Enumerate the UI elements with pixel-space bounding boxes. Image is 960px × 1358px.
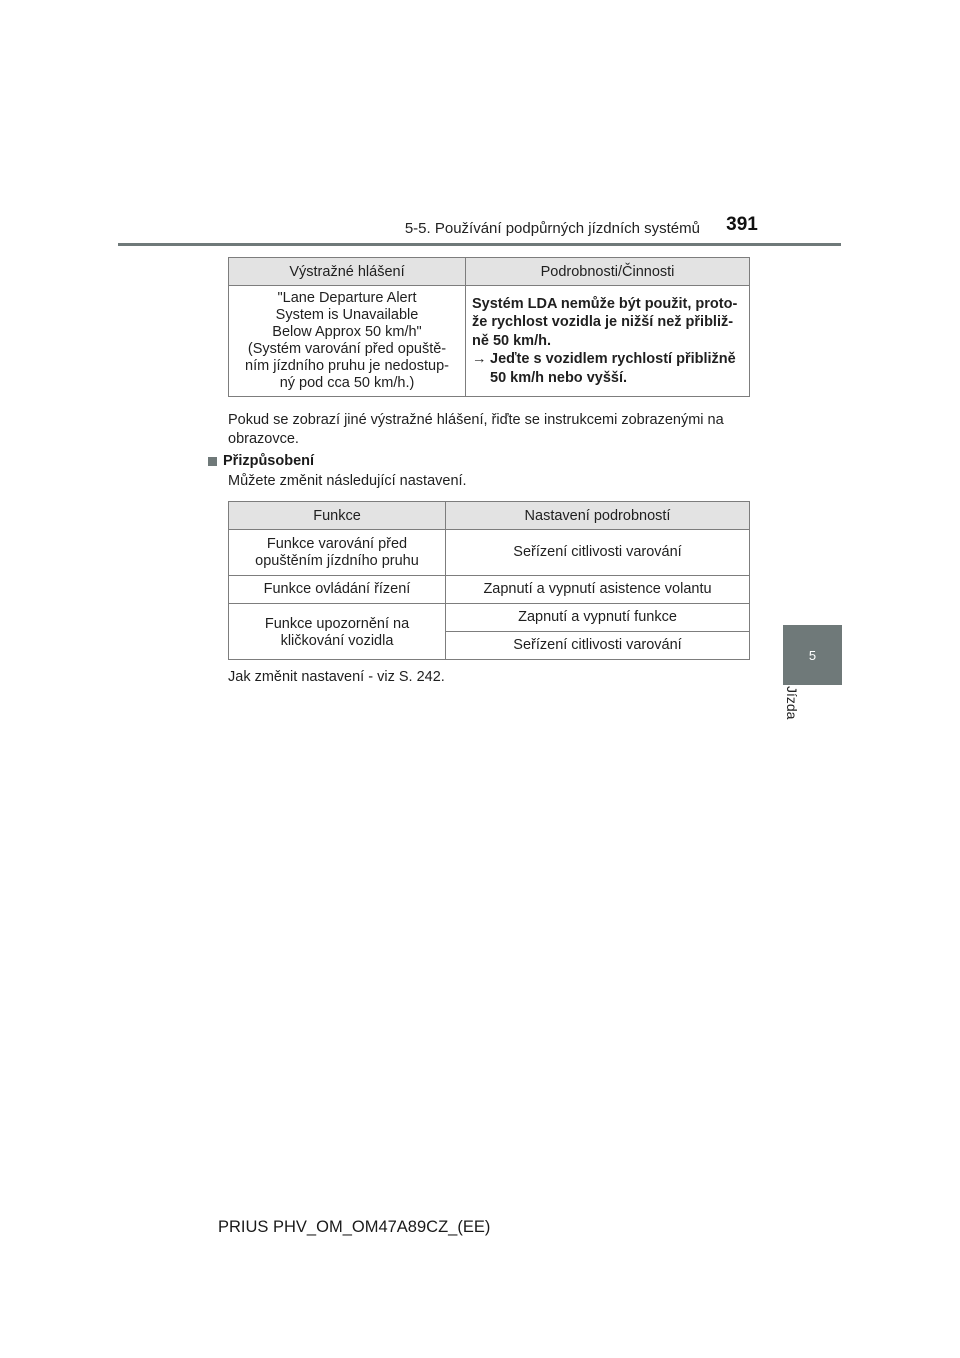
table-row [229, 530, 750, 576]
detail-line: ně 50 km/h. [472, 332, 551, 349]
setting-cell: Zapnutí a vypnutí funkce [446, 604, 750, 632]
warning-message-table [228, 257, 750, 397]
function-cell [229, 530, 446, 576]
table-row [229, 286, 750, 397]
header-warning-message: Výstražné hlášení [229, 258, 466, 286]
document-code: PRIUS PHV_OM_OM47A89CZ_(EE) [218, 1218, 491, 1236]
settings-table [228, 501, 750, 660]
square-bullet-icon [208, 457, 217, 466]
function-line: kličkování vozidla [280, 633, 394, 649]
setting-cell: Seřízení citlivosti varování [446, 530, 750, 576]
chapter-tab [783, 625, 842, 685]
setting-cell: Seřízení citlivosti varování [446, 632, 750, 660]
message-line: ním jízdního pruhu je nedostup- [245, 358, 449, 374]
section-heading-text: Přizpůsobení [223, 453, 315, 469]
function-cell: Funkce ovládání řízení [229, 576, 446, 604]
warning-message-cell [229, 286, 466, 397]
customization-intro: Můžete změnit následující nastavení. [228, 473, 467, 489]
message-line: "Lane Departure Alert [277, 290, 417, 306]
action-line: Jeďte s vozidlem rychlostí přibližně [490, 351, 736, 368]
section-heading [208, 453, 314, 469]
setting-cell: Zapnutí a vypnutí asistence volantu [446, 576, 750, 604]
function-line: Funkce upozornění na [264, 616, 410, 632]
chapter-number: 5 [808, 647, 817, 663]
table-row [229, 604, 750, 632]
action-text [490, 350, 736, 387]
chapter-label-text: Jízda [784, 686, 800, 720]
arrow-right-icon: → [472, 351, 487, 368]
header-divider [118, 243, 841, 246]
chapter-label [776, 686, 816, 734]
message-line: System is Unavailable [275, 307, 419, 323]
action-item [472, 350, 743, 387]
settings-reference-note: Jak změnit nastavení - viz S. 242. [228, 669, 445, 685]
action-line: 50 km/h nebo vyšší. [490, 369, 628, 386]
page-number: 391 [726, 214, 758, 235]
message-line: (Systém varování před opuště- [247, 341, 447, 357]
detail-line: že rychlost vozidla je nižší než přibliž- [472, 314, 734, 331]
function-line: opuštěním jízdního pruhu [255, 552, 419, 569]
table-header-row [229, 258, 750, 286]
message-line: Below Approx 50 km/h" [272, 324, 422, 340]
details-cell [466, 286, 750, 397]
detail-line: Systém LDA nemůže být použit, proto- [472, 295, 738, 312]
header-details: Podrobnosti/Činnosti [466, 258, 750, 286]
message-line: ný pod cca 50 km/h.) [279, 375, 415, 391]
table-row [229, 576, 750, 604]
function-line: Funkce varování před [266, 535, 408, 552]
function-cell [229, 604, 446, 660]
table-header-row [229, 502, 750, 530]
header-settings: Nastavení podrobností [446, 502, 750, 530]
section-title: 5-5. Používání podpůrných jízdních systémů [404, 220, 700, 237]
note-paragraph: Pokud se zobrazí jiné výstražné hlášení, řiďte se instrukcemi zobrazenými na obrazovce. [228, 412, 724, 447]
header-function: Funkce [229, 502, 446, 530]
